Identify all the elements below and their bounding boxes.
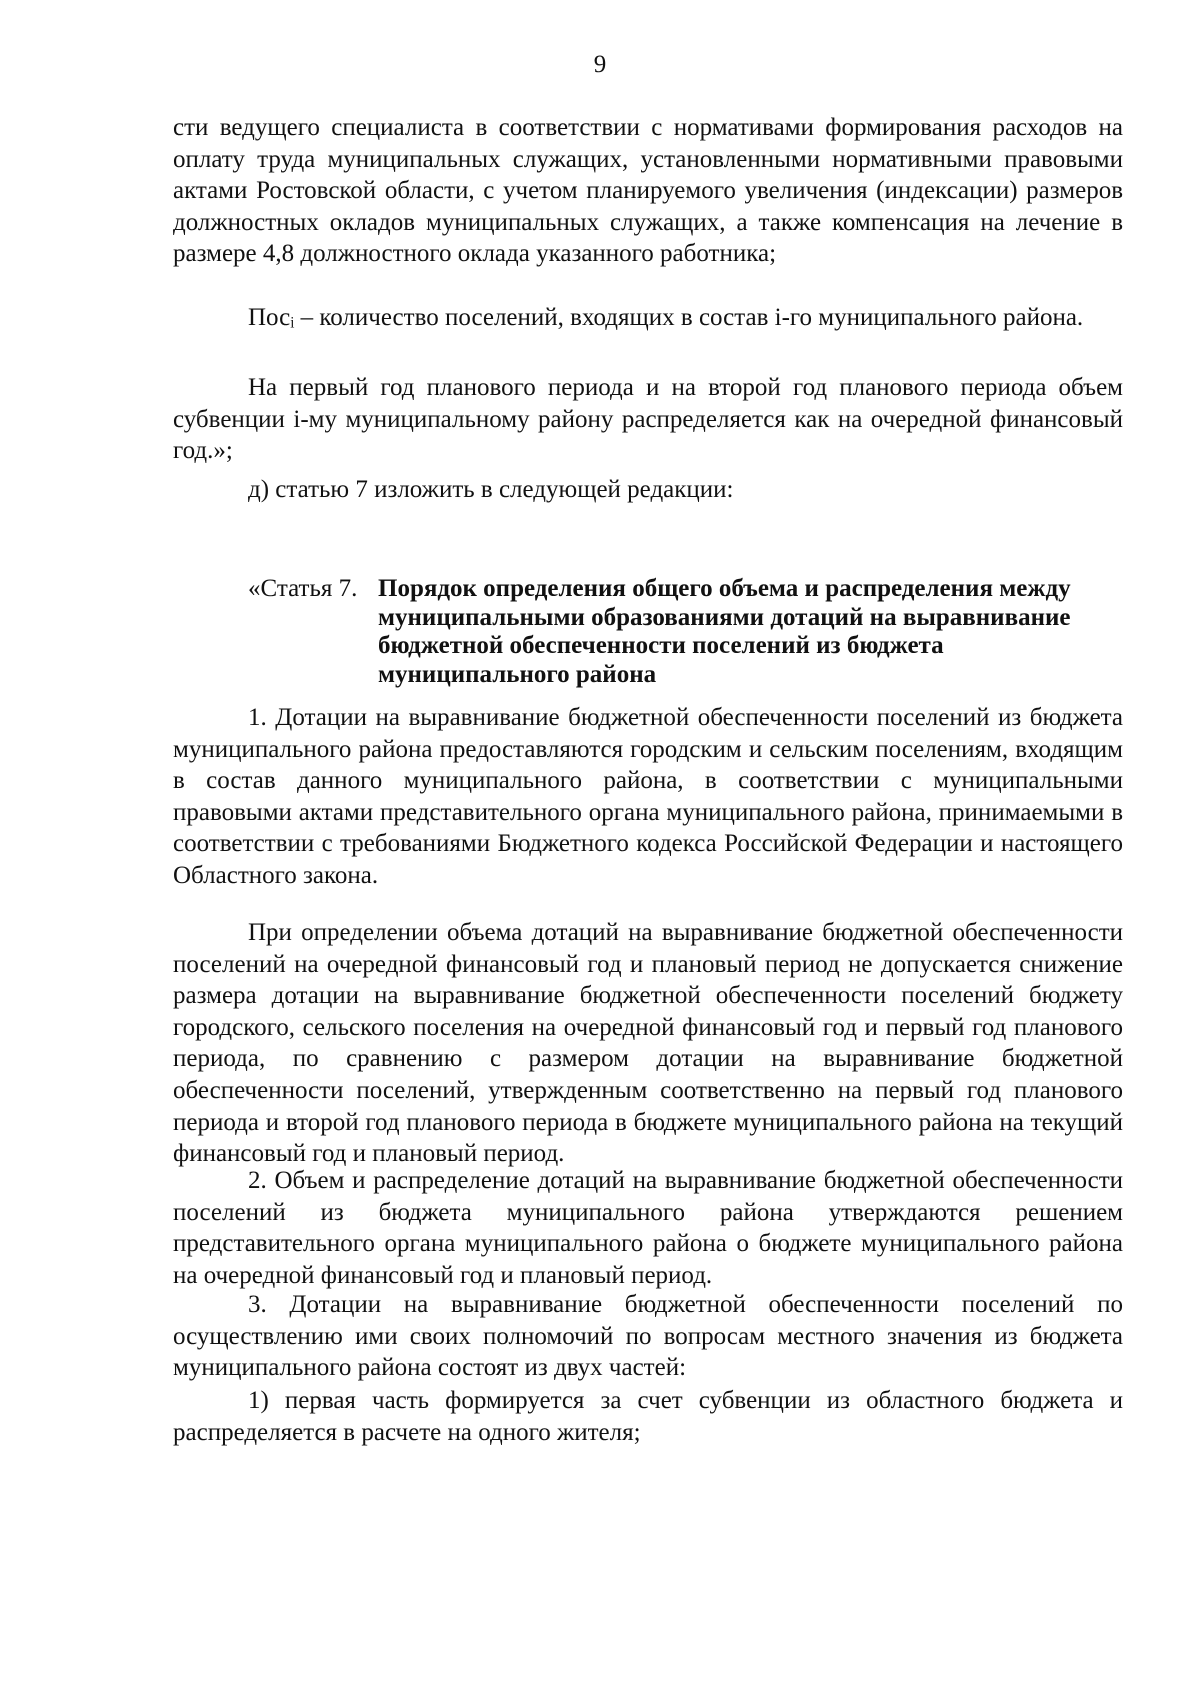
paragraph-planning-period: На первый год планового периода и на второй год планового периода объем субвенции i-му муниципальному району распределяется как на очередной финансовый год.»; (173, 374, 1123, 465)
article-paragraph-reduction: При определении объема дотаций на выравнивание бюджетной обеспеченности поселений на очередной финансовый год и плановый период не допускается снижение размера дотации на выравнивание бюджетной обеспеченности поселений бюджету городского, сельского поселения на очередной финансовый год и первый год планового периода, по сравнению с размером дотации на выравнивание бюджетной обеспеченности поселений, утвержденным соответственно на первый год планового периода и второй год планового периода в бюджете муниципального района на текущий финансовый год и плановый период. (173, 919, 1123, 1168)
page-number: 9 (593, 51, 607, 78)
paragraph-continuation: сти ведущего специалиста в соответствии с нормативами формирования расходов на оплату труда муниципальных служащих, установленными нормативными правовыми актами Ростовской области, с учетом планируемого увеличения (индексации) размеров должностных окладов муниципальных служащих, а также компенсация на лечение в размере 4,8 должностного оклада указанного работника; (173, 114, 1123, 268)
article-paragraph-3: 3. Дотации на выравнивание бюджетной обеспеченности поселений по осуществлению ими своих полномочий по вопросам местного значения из бюджета муниципального района состоят из двух частей: (173, 1291, 1123, 1382)
article-paragraph-1: 1. Дотации на выравнивание бюджетной обеспеченности поселений из бюджета муниципального района предоставляются городским и сельским поселениям, входящим в состав данного муниципального района, в соответствии с муниципальными правовыми актами представительного органа муниципального района, принимаемыми в соответствии с требованиями Бюджетного кодекса Российской Федерации и настоящего Областного закона. (173, 704, 1123, 889)
article-paragraph-3-item-1: 1) первая часть формируется за счет субвенции из областного бюджета и распределяется в расчете на одного жителя; (173, 1387, 1123, 1446)
paragraph-pos-definition: Посᵢ – количество поселений, входящих в состав i-го муниципального района. (248, 304, 1084, 331)
article-number: «Статья 7. (248, 575, 358, 602)
paragraph-amendment-d: д) статью 7 изложить в следующей редакции: (248, 476, 734, 503)
article-paragraph-2: 2. Объем и распределение дотаций на выравнивание бюджетной обеспеченности поселений из бюджета муниципального района утверждаются решением представительного органа муниципального района о бюджете муниципального района на очередной финансовый год и плановый период. (173, 1167, 1123, 1289)
article-title: Порядок определения общего объема и распределения между муниципальными образованиями дотаций на выравнивание бюджетной обеспеченности поселений из бюджета муниципального района (378, 575, 1071, 688)
